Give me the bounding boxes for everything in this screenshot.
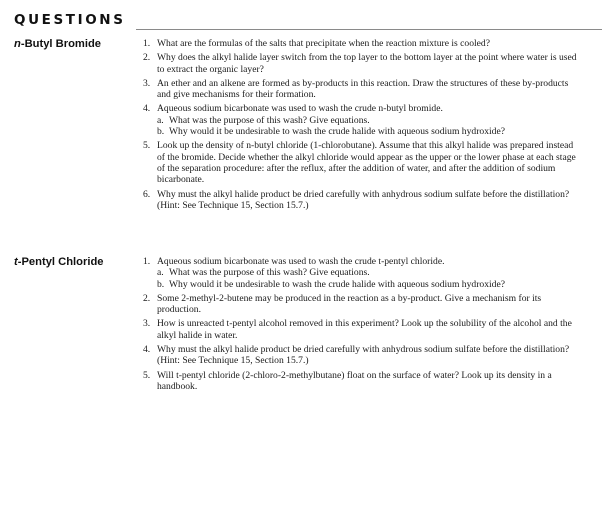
heading-prefix: n — [14, 38, 21, 50]
heading-text: -Pentyl Chloride — [17, 256, 104, 268]
question-text: Aqueous sodium bicarbonate was used to wash the crude t-pentyl chloride. — [157, 256, 445, 267]
heading-prefix: t — [14, 256, 18, 268]
sub-question-label: a. — [157, 114, 164, 126]
question-number: 5. — [143, 140, 151, 152]
question-item — [143, 140, 581, 185]
question-item — [143, 293, 581, 316]
header-rule — [136, 29, 602, 30]
question-list — [143, 256, 581, 395]
question-text: Why must the alkyl halide product be dried carefully with anhydrous sodium sulfate before the distillation? (Hint: See Technique 15, Section 15.7.) — [157, 188, 570, 211]
question-item — [143, 370, 581, 393]
question-text: Some 2-methyl-2-butene may be produced in the reaction as a by-product. Give a mechanism for its production. — [157, 292, 542, 316]
sub-question — [157, 267, 581, 278]
sub-question-label: b. — [157, 278, 165, 290]
section-heading — [14, 256, 104, 268]
question-number: 4. — [143, 103, 151, 115]
question-number: 2. — [143, 52, 151, 64]
sub-question — [157, 279, 581, 290]
page-title: QUESTIONS — [14, 12, 126, 28]
question-item — [143, 189, 581, 212]
question-number: 1. — [143, 256, 151, 267]
question-number: 3. — [143, 318, 151, 330]
sub-question-label: a. — [157, 267, 164, 279]
sub-question-list — [157, 267, 581, 290]
sub-question-text: What was the purpose of this wash? Give equations. — [169, 267, 370, 279]
sub-question-text: What was the purpose of this wash? Give equations. — [169, 114, 370, 126]
question-number: 4. — [143, 344, 151, 356]
section-heading — [14, 38, 101, 50]
question-text: Look up the density of n-butyl chloride (1-chlorobutane). Assume that this alkyl halide was prepared instead of the bromide. Decide whether the alkyl chloride would appear as the upper or the lower phase at each stage of the separation procedure: after the reflux, after the addition of water, and after the addition of sodium bicarbonate. — [157, 140, 576, 186]
question-number: 3. — [143, 77, 151, 89]
question-text: Why must the alkyl halide product be dried carefully with anhydrous sodium sulfate before the distillation? (Hint: See Technique 15, Section 15.7.) — [157, 344, 570, 367]
question-number: 5. — [143, 369, 151, 381]
question-list — [143, 38, 581, 214]
question-number: 6. — [143, 188, 151, 200]
question-item — [143, 38, 581, 49]
question-item — [143, 103, 581, 137]
sub-question-list — [157, 115, 581, 138]
question-item — [143, 318, 581, 341]
question-item — [143, 78, 581, 101]
question-text: Will t-pentyl chloride (2-chloro-2-methylbutane) float on the surface of water? Look up its density in a handbook. — [157, 369, 552, 392]
question-text: Aqueous sodium bicarbonate was used to wash the crude n-butyl bromide. — [157, 103, 443, 115]
sub-question — [157, 115, 581, 126]
question-text: An ether and an alkene are formed as by-products in this reaction. Draw the structures of these by-products and give mechanisms for their formation. — [157, 77, 569, 101]
heading-text: -Butyl Bromide — [20, 38, 102, 50]
sub-question-label: b. — [157, 126, 165, 138]
question-item — [143, 344, 581, 367]
question-number: 1. — [143, 38, 151, 49]
question-number: 2. — [143, 292, 151, 304]
question-item — [143, 52, 581, 75]
question-text: Why does the alkyl halide layer switch from the top layer to the bottom layer at the point where water is used to extract the organic layer? — [157, 52, 577, 75]
sub-question — [157, 126, 581, 137]
sub-question-text: Why would it be undesirable to wash the crude halide with aqueous sodium hydroxide? — [169, 126, 505, 138]
sub-question-text: Why would it be undesirable to wash the crude halide with aqueous sodium hydroxide? — [169, 278, 505, 290]
question-text: What are the formulas of the salts that precipitate when the reaction mixture is cooled? — [157, 38, 490, 49]
question-item — [143, 256, 581, 290]
question-text: How is unreacted t-pentyl alcohol removed in this experiment? Look up the solubility of the alcohol and the alkyl halide in water. — [157, 318, 572, 341]
